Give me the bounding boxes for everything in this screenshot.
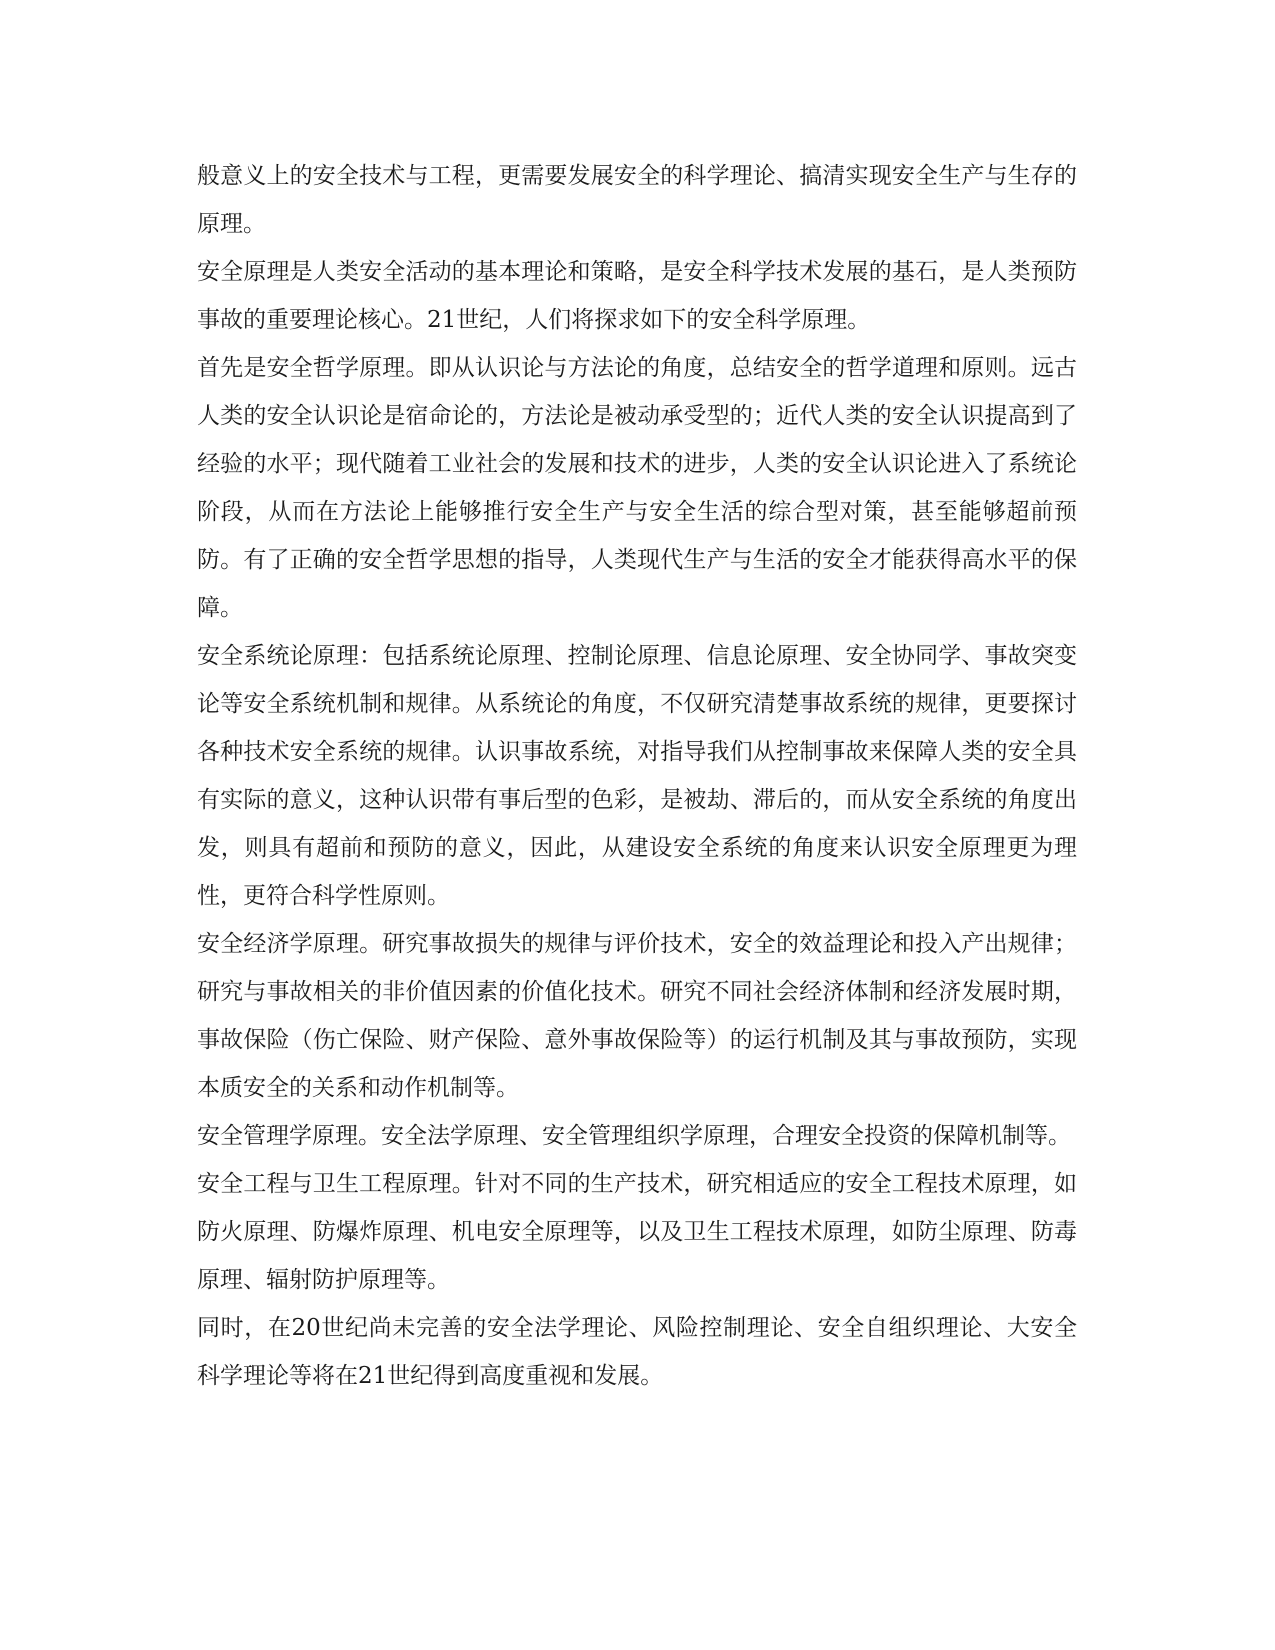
- paragraph-3: 首先是安全哲学原理。即从认识论与方法论的角度，总结安全的哲学道理和原则。远古人类的安全认识论是宿命论的，方法论是被动承受型的；近代人类的安全认识提高到了经验的水平；现代随着工业社会的发展和技术的进步，人类的安全认识论进入了系统论阶段，从而在方法论上能够推行安全生产与安全生活的综合型对策，甚至能够超前预防。有了正确的安全哲学思想的指导，人类现代生产与生活的安全才能获得高水平的保障。: [197, 355, 1077, 621]
- paragraph-5: 安全经济学原理。研究事故损失的规律与评价技术，安全的效益理论和投入产出规律；研究与事故相关的非价值因素的价值化技术。研究不同社会经济体制和经济发展时期，事故保险（伤亡保险、财产保险、意外事故保险等）的运行机制及其与事故预防，实现本质安全的关系和动作机制等。: [197, 931, 1077, 1101]
- paragraph-4: 安全系统论原理：包括系统论原理、控制论原理、信息论原理、安全协同学、事故突变论等安全系统机制和规律。从系统论的角度，不仅研究清楚事故系统的规律，更要探讨各种技术安全系统的规律。认识事故系统，对指导我们从控制事故来保障人类的安全具有实际的意义，这种认识带有事后型的色彩，是被劫、滞后的，而从安全系统的角度出发，则具有超前和预防的意义，因此，从建设安全系统的角度来认识安全原理更为理性，更符合科学性原则。: [197, 643, 1077, 909]
- paragraph-6: 安全管理学原理。安全法学原理、安全管理组织学原理，合理安全投资的保障机制等。: [197, 1123, 1071, 1149]
- body-text: [197, 152, 1077, 1400]
- paragraph-1: 般意义上的安全技术与工程，更需要发展安全的科学理论、搞清实现安全生产与生存的原理。: [197, 163, 1077, 237]
- paragraph-2: 安全原理是人类安全活动的基本理论和策略，是安全科学技术发展的基石，是人类预防事故的重要理论核心。21世纪，人们将探求如下的安全科学原理。: [197, 259, 1077, 333]
- paragraph-7: 安全工程与卫生工程原理。针对不同的生产技术，研究相适应的安全工程技术原理，如防火原理、防爆炸原理、机电安全原理等，以及卫生工程技术原理，如防尘原理、防毒原理、辐射防护原理等。: [197, 1171, 1077, 1293]
- paragraph-8: 同时，在20世纪尚未完善的安全法学理论、风险控制理论、安全自组织理论、大安全科学理论等将在21世纪得到高度重视和发展。: [197, 1315, 1077, 1389]
